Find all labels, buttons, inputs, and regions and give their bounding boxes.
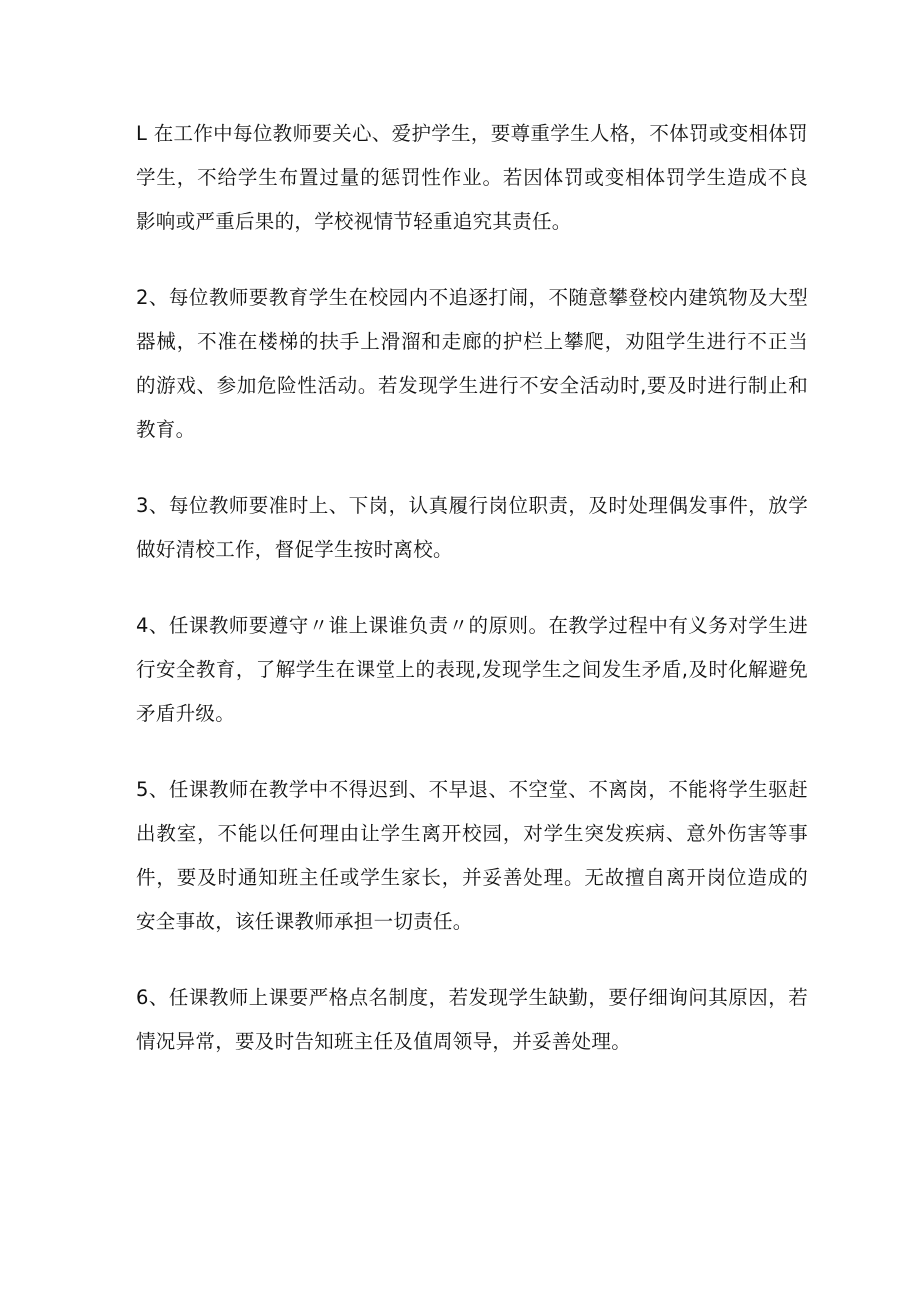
paragraph-3: 3、每位教师要准时上、下岗，认真履行岗位职责，及时处理偶发事件，放学做好清校工作，督促学生按时离校。 — [136, 494, 808, 561]
paragraph-2: 2、每位教师要教育学生在校园内不追逐打闹，不随意攀登校内建筑物及大型器械，不准在楼梯的扶手上滑溜和走廊的护栏上攀爬，劝阻学生进行不正当的游戏、参加危险性活动。若发现学生进行不安全活动时,要及时进行制止和教育。 — [136, 286, 808, 441]
paragraph-5: 5、任课教师在教学中不得迟到、不早退、不空堂、不离岗，不能将学生驱赶出教室，不能以任何理由让学生离开校园，对学生突发疾病、意外伤害等事件，要及时通知班主任或学生家长，并妥善处理。无故擅自离开岗位造成的安全事故，该任课教师承担一切责任。 — [136, 778, 808, 933]
paragraph-4: 4、任课教师要遵守〃谁上课谁负责〃的原则。在教学过程中有义务对学生进行安全教育，了解学生在课堂上的表现,发现学生之间发生矛盾,及时化解避免矛盾升级。 — [136, 614, 808, 725]
paragraph-6: 6、任课教师上课要严格点名制度，若发现学生缺勤，要仔细询问其原因，若情况异常，要及时告知班主任及值周领导，并妥善处理。 — [136, 986, 808, 1053]
paragraph-1: L 在工作中每位教师要关心、爱护学生，要尊重学生人格，不体罚或变相体罚学生，不给学生布置过量的惩罚性作业。若因体罚或变相体罚学生造成不良影响或严重后果的，学校视情节轻重追究其责任。 — [136, 122, 808, 233]
document-body — [136, 112, 808, 1064]
